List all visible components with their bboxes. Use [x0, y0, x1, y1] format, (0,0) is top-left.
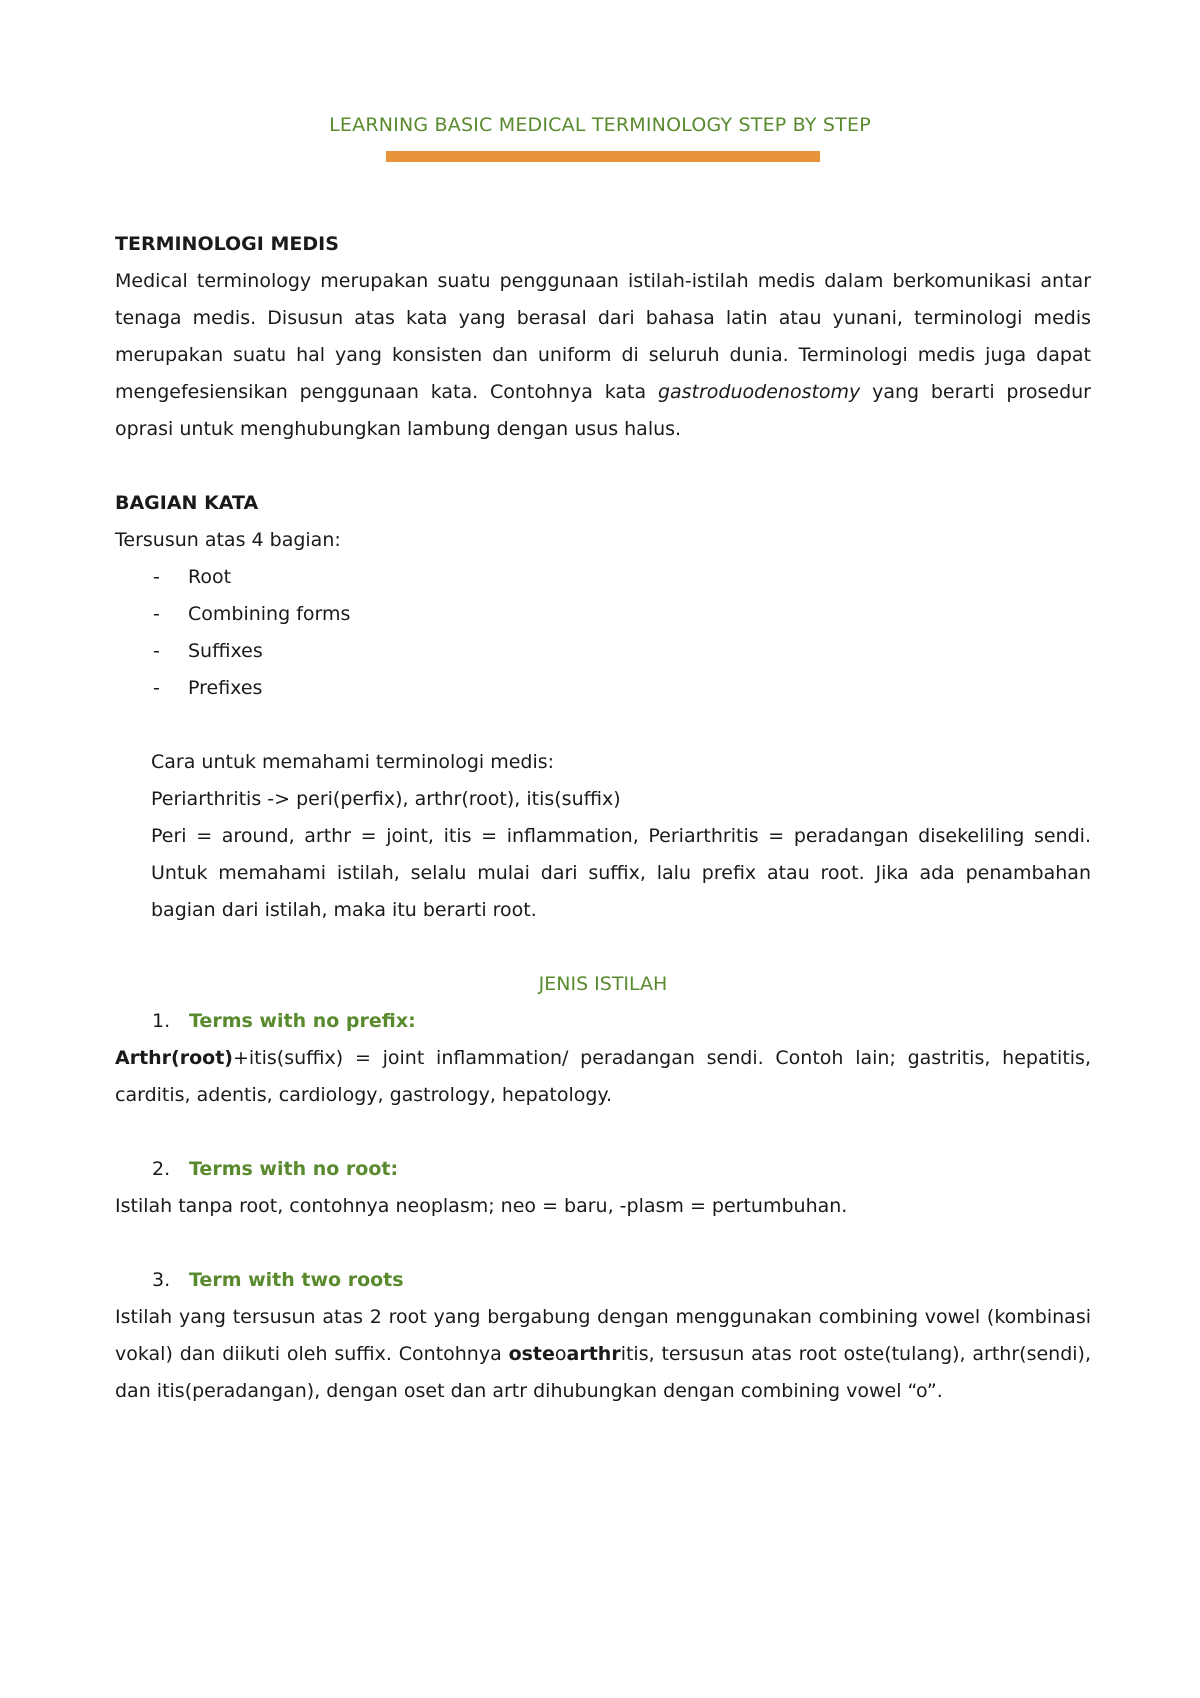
- title-underline-bar: [386, 151, 820, 162]
- explanation-paragraph: Peri = around, arthr = joint, itis = inflammation, Periarthritis = peradangan disekeliling sendi. Untuk memahami istilah, selalu mulai dari suffix, lalu prefix atau root. Jika ada penambahan bagian dari istilah, maka itu berarti root.: [151, 825, 1091, 921]
- list-item: - Root: [153, 566, 232, 588]
- document-body: [115, 226, 1091, 1410]
- bagian-kata-intro: Tersusun atas 4 bagian:: [115, 529, 341, 551]
- how-to-label: Cara untuk memahami terminologi medis:: [151, 751, 555, 773]
- list-item: - Prefixes: [153, 677, 263, 699]
- how-to-understand-block: [115, 744, 1091, 929]
- paragraph-term-two-roots: Istilah yang tersusun atas 2 root yang bergabung dengan menggunakan combining vowel (kombinasi vokal) dan diikuti oleh suffix. Contohnya osteoarthritis, tersusun atas root oste(tulang), arthr(sendi), dan itis(peradangan), dengan oset dan artr dihubungkan dengan combining vowel “o”.: [115, 1306, 1091, 1402]
- section-heading-bagian-kata: BAGIAN KATA: [115, 492, 259, 514]
- word-parts-list: [115, 559, 1091, 707]
- subheading-term-two-roots: 3. Term with two roots: [152, 1269, 404, 1291]
- example-line: Periarthritis -> peri(perfix), arthr(root), itis(suffix): [151, 788, 621, 810]
- document-title: LEARNING BASIC MEDICAL TERMINOLOGY STEP BY STEP: [329, 114, 871, 136]
- subheading-terms-no-prefix: 1. Terms with no prefix:: [152, 1010, 416, 1032]
- paragraph-text: Medical terminology merupakan suatu penggunaan istilah-istilah medis dalam berkomunikasi antar tenaga medis. Disusun atas kata yang berasal dari bahasa latin atau yunani, terminologi medis merupakan suatu hal yang konsisten dan uniform di seluruh dunia. Terminologi medis juga dapat mengefesiensikan penggunaan kata. Contohnya kata: [115, 270, 1091, 403]
- paragraph-text: yang berarti prosedur oprasi untuk menghubungkan lambung dengan usus halus.: [115, 381, 1091, 440]
- list-item: - Suffixes: [153, 640, 263, 662]
- paragraph-terminologi-medis: [115, 263, 1091, 448]
- section-heading-jenis-istilah: JENIS ISTILAH: [538, 973, 668, 995]
- list-item: - Combining forms: [153, 603, 351, 625]
- paragraph-terms-no-root: Istilah tanpa root, contohnya neoplasm; neo = baru, -plasm = pertumbuhan.: [115, 1195, 848, 1217]
- section-heading-terminologi-medis: TERMINOLOGI MEDIS: [115, 233, 339, 255]
- subheading-terms-no-root: 2. Terms with no root:: [152, 1158, 399, 1180]
- italic-term: gastroduodenostomy: [657, 381, 861, 403]
- paragraph-terms-no-prefix: Arthr(root)+itis(suffix) = joint inflammation/ peradangan sendi. Contoh lain; gastritis, hepatitis, carditis, adentis, cardiology, gastrology, hepatology.: [115, 1047, 1091, 1106]
